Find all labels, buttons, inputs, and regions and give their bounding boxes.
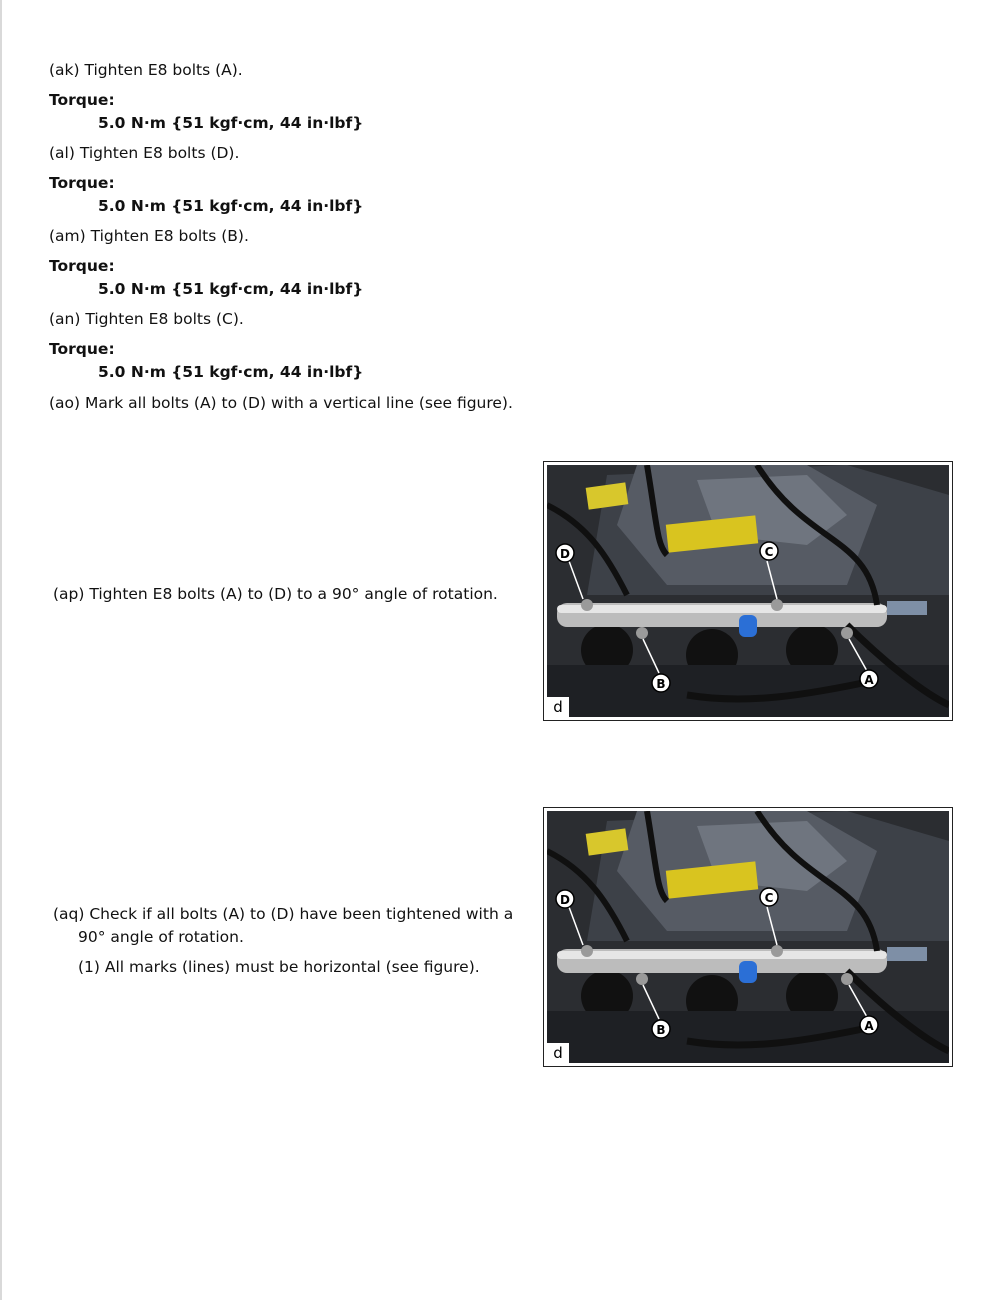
step-ak: (ak) Tighten E8 bolts (A). <box>49 61 243 79</box>
callout-d: D <box>560 893 570 907</box>
callout-c: C <box>764 891 774 905</box>
torque-value: 5.0 N·m {51 kgf·cm, 44 in·lbf} <box>98 363 364 381</box>
step-aq: (aq) Check if all bolts (A) to (D) have been tightened with a <box>53 905 514 923</box>
step-al: (al) Tighten E8 bolts (D). <box>49 144 240 162</box>
page-edge <box>0 0 2 1300</box>
fuel-rail-photo <box>547 465 949 717</box>
figure-letter: d <box>547 1043 569 1063</box>
torque-value: 5.0 N·m {51 kgf·cm, 44 in·lbf} <box>98 197 364 215</box>
step-ap: (ap) Tighten E8 bolts (A) to (D) to a 90° angle of rotation. <box>53 585 498 603</box>
torque-value: 5.0 N·m {51 kgf·cm, 44 in·lbf} <box>98 114 364 132</box>
callout-b: B <box>656 1023 666 1037</box>
figure-letter: d <box>547 697 569 717</box>
callout-b: B <box>656 677 666 691</box>
step-am: (am) Tighten E8 bolts (B). <box>49 227 249 245</box>
callout-a: A <box>864 673 874 687</box>
torque-label: Torque: <box>49 340 115 358</box>
engine-photo-figure <box>543 807 953 1067</box>
step-aq-continuation: 90° angle of rotation. <box>78 928 244 946</box>
step-aq-substep-1: (1) All marks (lines) must be horizontal (see figure). <box>78 958 480 976</box>
torque-value: 5.0 N·m {51 kgf·cm, 44 in·lbf} <box>98 280 364 298</box>
callout-d: D <box>560 547 570 561</box>
step-an: (an) Tighten E8 bolts (C). <box>49 310 244 328</box>
torque-label: Torque: <box>49 257 115 275</box>
fuel-rail-photo <box>547 811 949 1063</box>
step-ao: (ao) Mark all bolts (A) to (D) with a vertical line (see figure). <box>49 394 513 412</box>
engine-photo-figure <box>543 461 953 721</box>
torque-label: Torque: <box>49 174 115 192</box>
torque-label: Torque: <box>49 91 115 109</box>
callout-c: C <box>764 545 774 559</box>
callout-a: A <box>864 1019 874 1033</box>
